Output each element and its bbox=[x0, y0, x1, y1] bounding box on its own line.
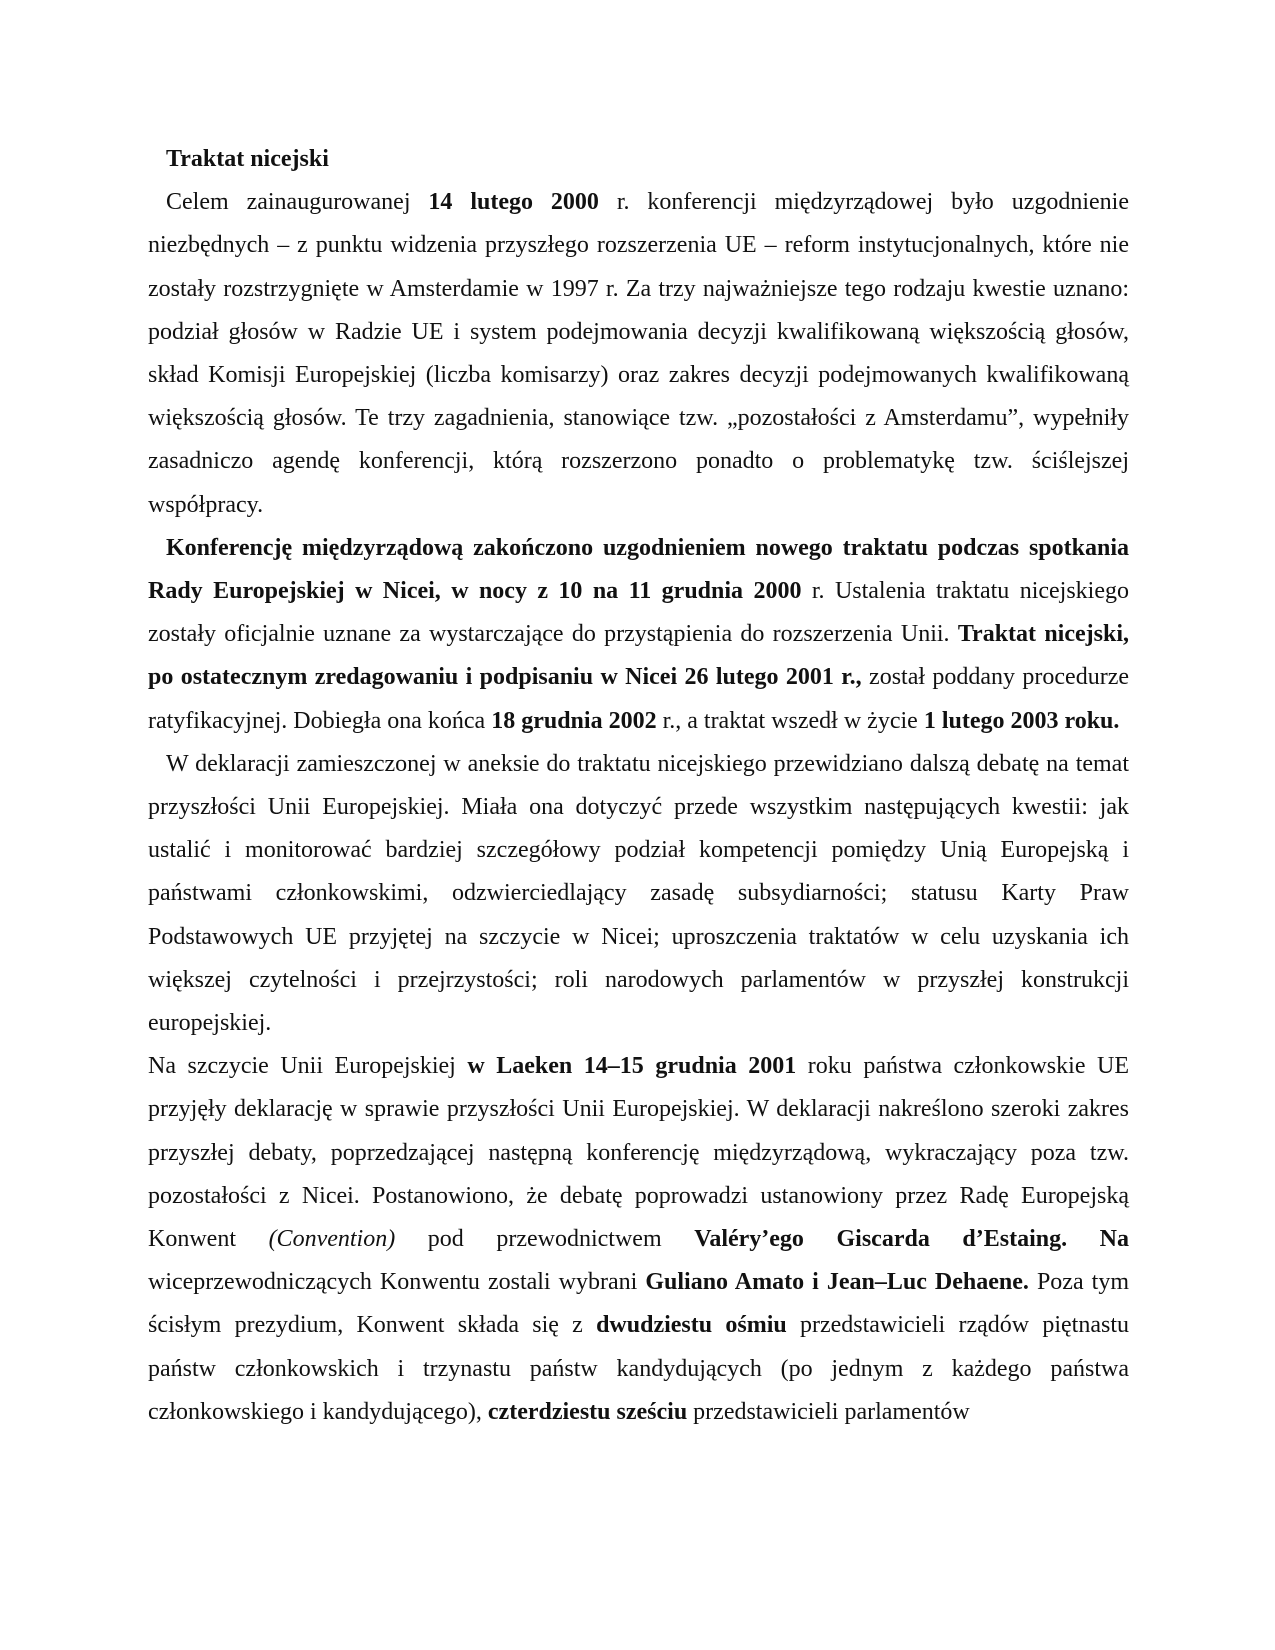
p4-bold-3: Na bbox=[1099, 1226, 1130, 1253]
p2-bold-1: Konferencję międzyrządową zakończono uzgodnieniem nowego traktatu podczas spotkania Rady Europejskiej w Nicei, w nocy z 10 na 11 grudnia 2000 bbox=[148, 534, 1129, 605]
p1-text-2: r. konferencji międzyrządowej było uzgodnienie niezbędnych – z punktu widzenia przyszłego rozszerzenia UE – reform instytucjonalnych, które nie zostały rozstrzygnięte w Amsterdamie w 1997 r. Za trzy najważniejsze tego rodzaju kwestie uznano: podział głosów w Radzie UE i system podejmowania decyzji kwalifikowaną większością głosów, skład Komisji Europejskiej (liczba komisarzy) oraz zakres decyzji podejmowanych kwalifikowaną większością głosów. Te trzy zagadnienia, stanowiące tzw. „pozostałości z Amsterdamu”, wypełniły zasadniczo agendę konferencji, którą rozszerzono ponadto o problematykę tzw. ściślejszej współpracy. bbox=[148, 189, 1129, 518]
paragraph-1 bbox=[148, 181, 1129, 527]
p4-text-8: przedstawicieli parlamentów bbox=[687, 1398, 970, 1425]
p1-text-1: Celem zainaugurowanej bbox=[166, 189, 429, 216]
p1-bold-date: 14 lutego 2000 bbox=[428, 189, 599, 216]
p4-text-3: pod przewodnictwem bbox=[395, 1226, 695, 1253]
document-page bbox=[148, 138, 1129, 1434]
p2-text-2: został poddany procedurze ratyfikacyjnej. Dobiegła ona końca bbox=[148, 664, 1130, 734]
p4-text-7: przedstawicieli rządów piętnastu państw członkowskich i trzynastu państw kandydujących (po jednym z każdego państwa członkowskiego i kandydującego), bbox=[148, 1312, 1129, 1425]
p4-bold-2: Valéry’ego Giscarda d’Estaing. bbox=[694, 1226, 1068, 1253]
p4-text-5: wiceprzewodniczących Konwentu zostali wybrani bbox=[148, 1269, 646, 1296]
document-title: Traktat nicejski bbox=[166, 146, 329, 172]
p2-text-3: r., a traktat wszedł w życie bbox=[656, 707, 924, 734]
p3-text-1: W deklaracji zamieszczonej w aneksie do traktatu nicejskiego przewidziano dalszą debatę na temat przyszłości Unii Europejskiej. Miała ona dotyczyć przede wszystkim następujących kwestii: jak ustalić i monitorować bardziej szczegółowy podział kompetencji pomiędzy Unią Europejską i państwami członkowskimi, odzwierciedlający zasadę subsydiarności; statusu Karty Praw Podstawowych UE przyjętej na szczycie w Nicei; uproszczenia traktatów w celu uzyskania ich większej czytelności i przejrzystości; roli narodowych parlamentów w przyszłej konstrukcji europejskiej. bbox=[148, 750, 1129, 1037]
p4-text-6: Poza tym ścisłym prezydium, Konwent składa się z bbox=[148, 1269, 1129, 1339]
p2-bold-4: 1 lutego 2003 roku. bbox=[923, 707, 1120, 734]
p4-bold-1: w Laeken 14–15 grudnia 2001 bbox=[467, 1053, 797, 1080]
p4-text-2: roku państwa członkowskie UE przyjęły deklarację w sprawie przyszłości Unii Europejskiej. W deklaracji nakreślono szeroki zakres przyszłej debaty, poprzedzającej następną konferencję międzyrządową, wykraczający poza tzw. pozostałości z Nicei. Postanowiono, że debatę poprowadzi ustanowiony przez Radę Europejską Konwent bbox=[148, 1053, 1129, 1253]
p4-bold-4: Guliano Amato i Jean–Luc Dehaene. bbox=[645, 1269, 1029, 1296]
p4-text-1: Na szczycie Unii Europejskiej bbox=[148, 1053, 468, 1080]
p4-bold-5: dwudziestu ośmiu bbox=[596, 1312, 787, 1339]
paragraph-2 bbox=[148, 527, 1129, 743]
p4-text-4 bbox=[1067, 1226, 1100, 1252]
p2-bold-3: 18 grudnia 2002 bbox=[491, 707, 657, 734]
p2-text-1: r. Ustalenia traktatu nicejskiego zostały oficjalnie uznane za wystarczające do przystąpienia do rozszerzenia Unii. bbox=[148, 578, 1130, 648]
paragraph-4 bbox=[148, 1045, 1129, 1434]
paragraph-3 bbox=[148, 743, 1129, 1045]
p4-italic-1: (Convention) bbox=[268, 1226, 396, 1253]
p4-bold-6: czterdziestu sześciu bbox=[487, 1398, 688, 1425]
p2-bold-2: Traktat nicejski, po ostatecznym zredagowaniu i podpisaniu w Nicei 26 lutego 2001 r., bbox=[148, 621, 1129, 691]
